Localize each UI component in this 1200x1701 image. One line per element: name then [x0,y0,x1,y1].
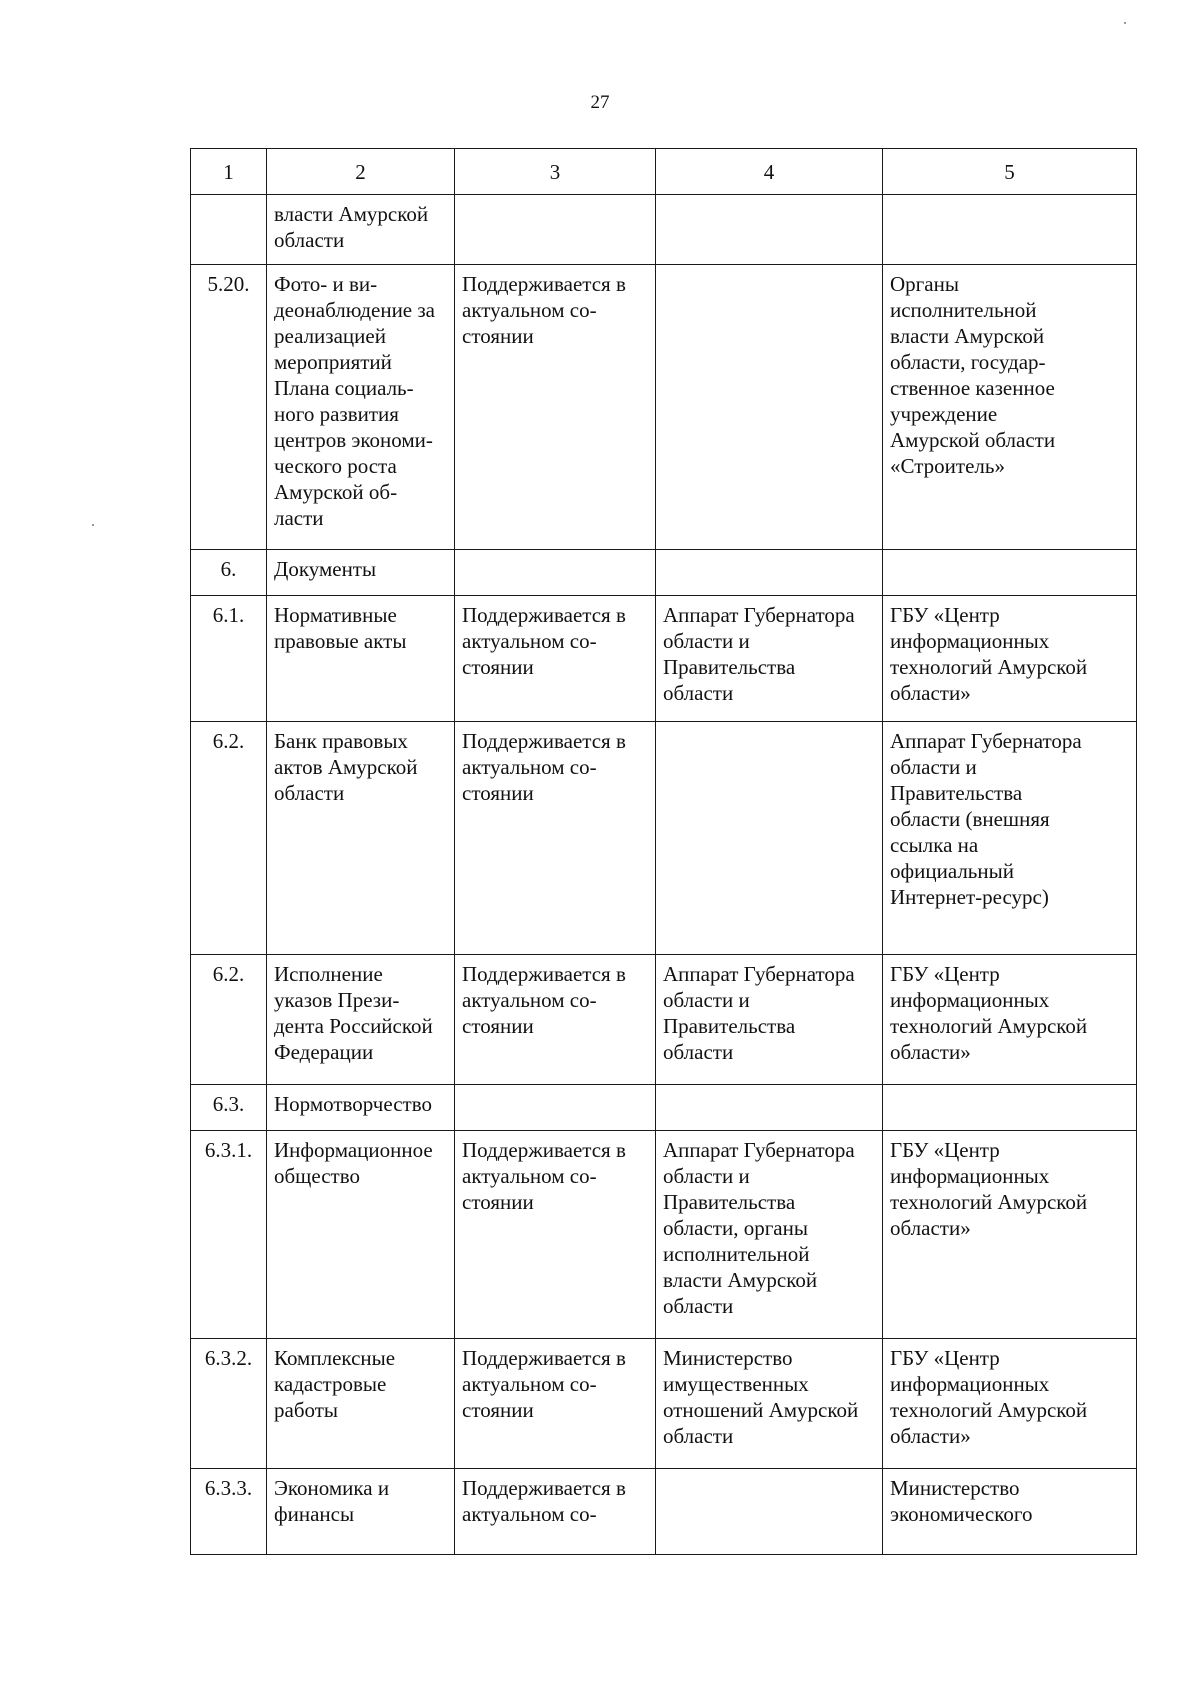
cell-text-line: стоянии [462,781,534,805]
cell-text-line: мероприятий [274,350,392,374]
table-cell-column-5 [883,1339,1137,1469]
cell-text-line: Нормотворчество [274,1092,432,1116]
row-number-cell: 6.3.3. [191,1469,267,1555]
cell-text-line: имущественных [663,1372,809,1396]
table-cell-column-5 [883,1469,1137,1555]
cell-text-line: актуальном со- [462,1372,597,1396]
cell-text-line: Аппарат Губернатора [663,1138,855,1162]
scan-speck [92,524,94,526]
table-cell-column-2 [267,1085,455,1131]
table-cell-column-4 [656,550,883,596]
table-row [191,195,1137,265]
table-cell-column-3 [455,722,656,955]
cell-text-line: Исполнение [274,962,383,986]
cell-text-line: власти Амурской [274,202,429,226]
table-cell-column-3 [455,1085,656,1131]
cell-text-line: стоянии [462,655,534,679]
table-row [191,722,1137,955]
cell-text-line: ческого роста [274,454,397,478]
cell-text-line: актуальном со- [462,1164,597,1188]
table-row [191,1469,1137,1555]
cell-text-line: области» [890,1040,971,1064]
cell-text-line: области» [890,681,971,705]
table-cell-column-5 [883,596,1137,722]
cell-text-line: стоянии [462,1014,534,1038]
table-cell-column-5 [883,550,1137,596]
cell-text-line: Правительства [890,781,1023,805]
table-cell-column-4 [656,1131,883,1339]
cell-text-line: отношений Амурской [663,1398,859,1422]
row-number-cell: 5.20. [191,265,267,550]
table-cell-column-3 [455,596,656,722]
table-cell-column-3 [455,1469,656,1555]
cell-text-line: области и [663,1164,750,1188]
cell-text-line: Экономика и [274,1476,390,1500]
cell-text-line: актуальном со- [462,298,597,322]
cell-text-line: области [274,781,345,805]
page-number: 27 [590,92,610,113]
cell-text-line: Комплексные [274,1346,396,1370]
cell-text-line: указов Прези- [274,988,400,1012]
cell-text-line: работы [274,1398,339,1422]
table-cell-column-3 [455,550,656,596]
cell-text-line: Поддерживается в [462,729,626,753]
table-cell-column-3 [455,1131,656,1339]
cell-text-line: Плана социаль- [274,376,414,400]
table-cell-column-4 [656,195,883,265]
column-header-4: 4 [656,149,883,195]
cell-text-line: ссылка на [890,833,979,857]
cell-text-line: ГБУ «Центр [890,962,1000,986]
row-number-cell: 6. [191,550,267,596]
cell-text-line: Поддерживается в [462,272,626,296]
cell-text-line: области и [663,988,750,1012]
table-cell-column-4 [656,955,883,1085]
cell-text-line: кадастровые [274,1372,387,1396]
table-header-row [191,149,1137,195]
cell-text-line: актуальном со- [462,1502,597,1526]
cell-text-line: Амурской области [890,428,1056,452]
table-row [191,596,1137,722]
cell-text-line: Интернет-ресурс) [890,885,1049,909]
cell-text-line: Амурской об- [274,480,398,504]
cell-text-line: исполнительной [890,298,1037,322]
cell-text-line: области и [890,755,977,779]
table-cell-column-2 [267,722,455,955]
cell-text-line: стоянии [462,324,534,348]
cell-text-line: дента Российской [274,1014,433,1038]
cell-text-line: официальный [890,859,1014,883]
cell-text-line: информационных [890,1164,1050,1188]
table-cell-column-4 [656,1469,883,1555]
table-row [191,550,1137,596]
cell-text-line: информационных [890,1372,1050,1396]
cell-text-line: актуальном со- [462,755,597,779]
table-cell-column-5 [883,1131,1137,1339]
table-cell-column-2 [267,550,455,596]
cell-text-line: экономического [890,1502,1033,1526]
cell-text-line: учреждение [890,402,998,426]
cell-text-line: «Строитель» [890,454,1005,478]
table-cell-column-2 [267,265,455,550]
cell-text-line: ственное казенное [890,376,1055,400]
cell-text-line: области [663,1424,734,1448]
cell-text-line: информационных [890,629,1050,653]
row-number-cell: 6.1. [191,596,267,722]
cell-text-line: области (внешняя [890,807,1050,831]
cell-text-line: области» [890,1216,971,1240]
cell-text-line: Поддерживается в [462,1346,626,1370]
cell-text-line: Министерство [663,1346,793,1370]
table-cell-column-4 [656,1339,883,1469]
table-cell-column-2 [267,1339,455,1469]
cell-text-line: Поддерживается в [462,1138,626,1162]
cell-text-line: области» [890,1424,971,1448]
table-cell-column-3 [455,955,656,1085]
table-cell-column-5 [883,265,1137,550]
table-row [191,1339,1137,1469]
cell-text-line: Поддерживается в [462,603,626,627]
cell-text-line: исполнительной [663,1242,810,1266]
cell-text-line: области, государ- [890,350,1046,374]
cell-text-line: власти Амурской [890,324,1045,348]
table-cell-column-4 [656,722,883,955]
column-header-2: 2 [267,149,455,195]
row-number-cell: 6.2. [191,955,267,1085]
cell-text-line: финансы [274,1502,355,1526]
data-table [190,148,1137,1555]
table-row [191,1131,1137,1339]
cell-text-line: правовые акты [274,629,407,653]
table-cell-column-5 [883,1085,1137,1131]
cell-text-line: Министерство [890,1476,1020,1500]
cell-text-line: общество [274,1164,360,1188]
cell-text-line: Правительства [663,655,796,679]
cell-text-line: Аппарат Губернатора [663,962,855,986]
cell-text-line: актуальном со- [462,988,597,1012]
cell-text-line: Банк правовых [274,729,408,753]
cell-text-line: Поддерживается в [462,1476,626,1500]
cell-text-line: Поддерживается в [462,962,626,986]
cell-text-line: области [663,1040,734,1064]
table-cell-column-2 [267,596,455,722]
cell-text-line: Фото- и ви- [274,272,378,296]
cell-text-line: Органы [890,272,959,296]
cell-text-line: области [663,1294,734,1318]
scan-speck [1124,22,1126,24]
table-cell-column-3 [455,265,656,550]
row-number-cell: 6.3.2. [191,1339,267,1469]
cell-text-line: Правительства [663,1014,796,1038]
cell-text-line: области, органы [663,1216,808,1240]
table-cell-column-3 [455,195,656,265]
cell-text-line: технологий Амурской [890,1190,1088,1214]
cell-text-line: Аппарат Губернатора [663,603,855,627]
cell-text-line: технологий Амурской [890,1398,1088,1422]
table-cell-column-2 [267,1469,455,1555]
table-cell-column-5 [883,722,1137,955]
cell-text-line: стоянии [462,1190,534,1214]
row-number-cell: 6.2. [191,722,267,955]
cell-text-line: ного развития [274,402,399,426]
cell-text-line: технологий Амурской [890,655,1088,679]
table-cell-column-4 [656,596,883,722]
table-cell-column-4 [656,265,883,550]
cell-text-line: ласти [274,506,324,530]
cell-text-line: области [663,681,734,705]
table-row [191,265,1137,550]
table-row [191,955,1137,1085]
table-cell-column-5 [883,955,1137,1085]
cell-text-line: власти Амурской [663,1268,818,1292]
cell-text-line: стоянии [462,1398,534,1422]
table-cell-column-2 [267,1131,455,1339]
cell-text-line: Правительства [663,1190,796,1214]
cell-text-line: технологий Амурской [890,1014,1088,1038]
cell-text-line: Аппарат Губернатора [890,729,1082,753]
table-cell-column-3 [455,1339,656,1469]
row-number-cell: 6.3.1. [191,1131,267,1339]
cell-text-line: информационных [890,988,1050,1012]
cell-text-line: центров экономи- [274,428,433,452]
cell-text-line: Информационное [274,1138,433,1162]
cell-text-line: Документы [274,557,377,581]
cell-text-line: ГБУ «Центр [890,603,1000,627]
cell-text-line: ГБУ «Центр [890,1346,1000,1370]
column-header-3: 3 [455,149,656,195]
column-header-5: 5 [883,149,1137,195]
cell-text-line: области [274,228,345,252]
table-row [191,1085,1137,1131]
cell-text-line: ГБУ «Центр [890,1138,1000,1162]
cell-text-line: реализацией [274,324,386,348]
table-cell-column-2 [267,195,455,265]
cell-text-line: актов Амурской [274,755,418,779]
table-cell-column-2 [267,955,455,1085]
row-number-cell [191,195,267,265]
cell-text-line: актуальном со- [462,629,597,653]
row-number-cell: 6.3. [191,1085,267,1131]
cell-text-line: Нормативные [274,603,397,627]
table-cell-column-5 [883,195,1137,265]
column-header-1: 1 [191,149,267,195]
cell-text-line: деонаблюдение за [274,298,435,322]
table-cell-column-4 [656,1085,883,1131]
cell-text-line: Федерации [274,1040,374,1064]
cell-text-line: области и [663,629,750,653]
